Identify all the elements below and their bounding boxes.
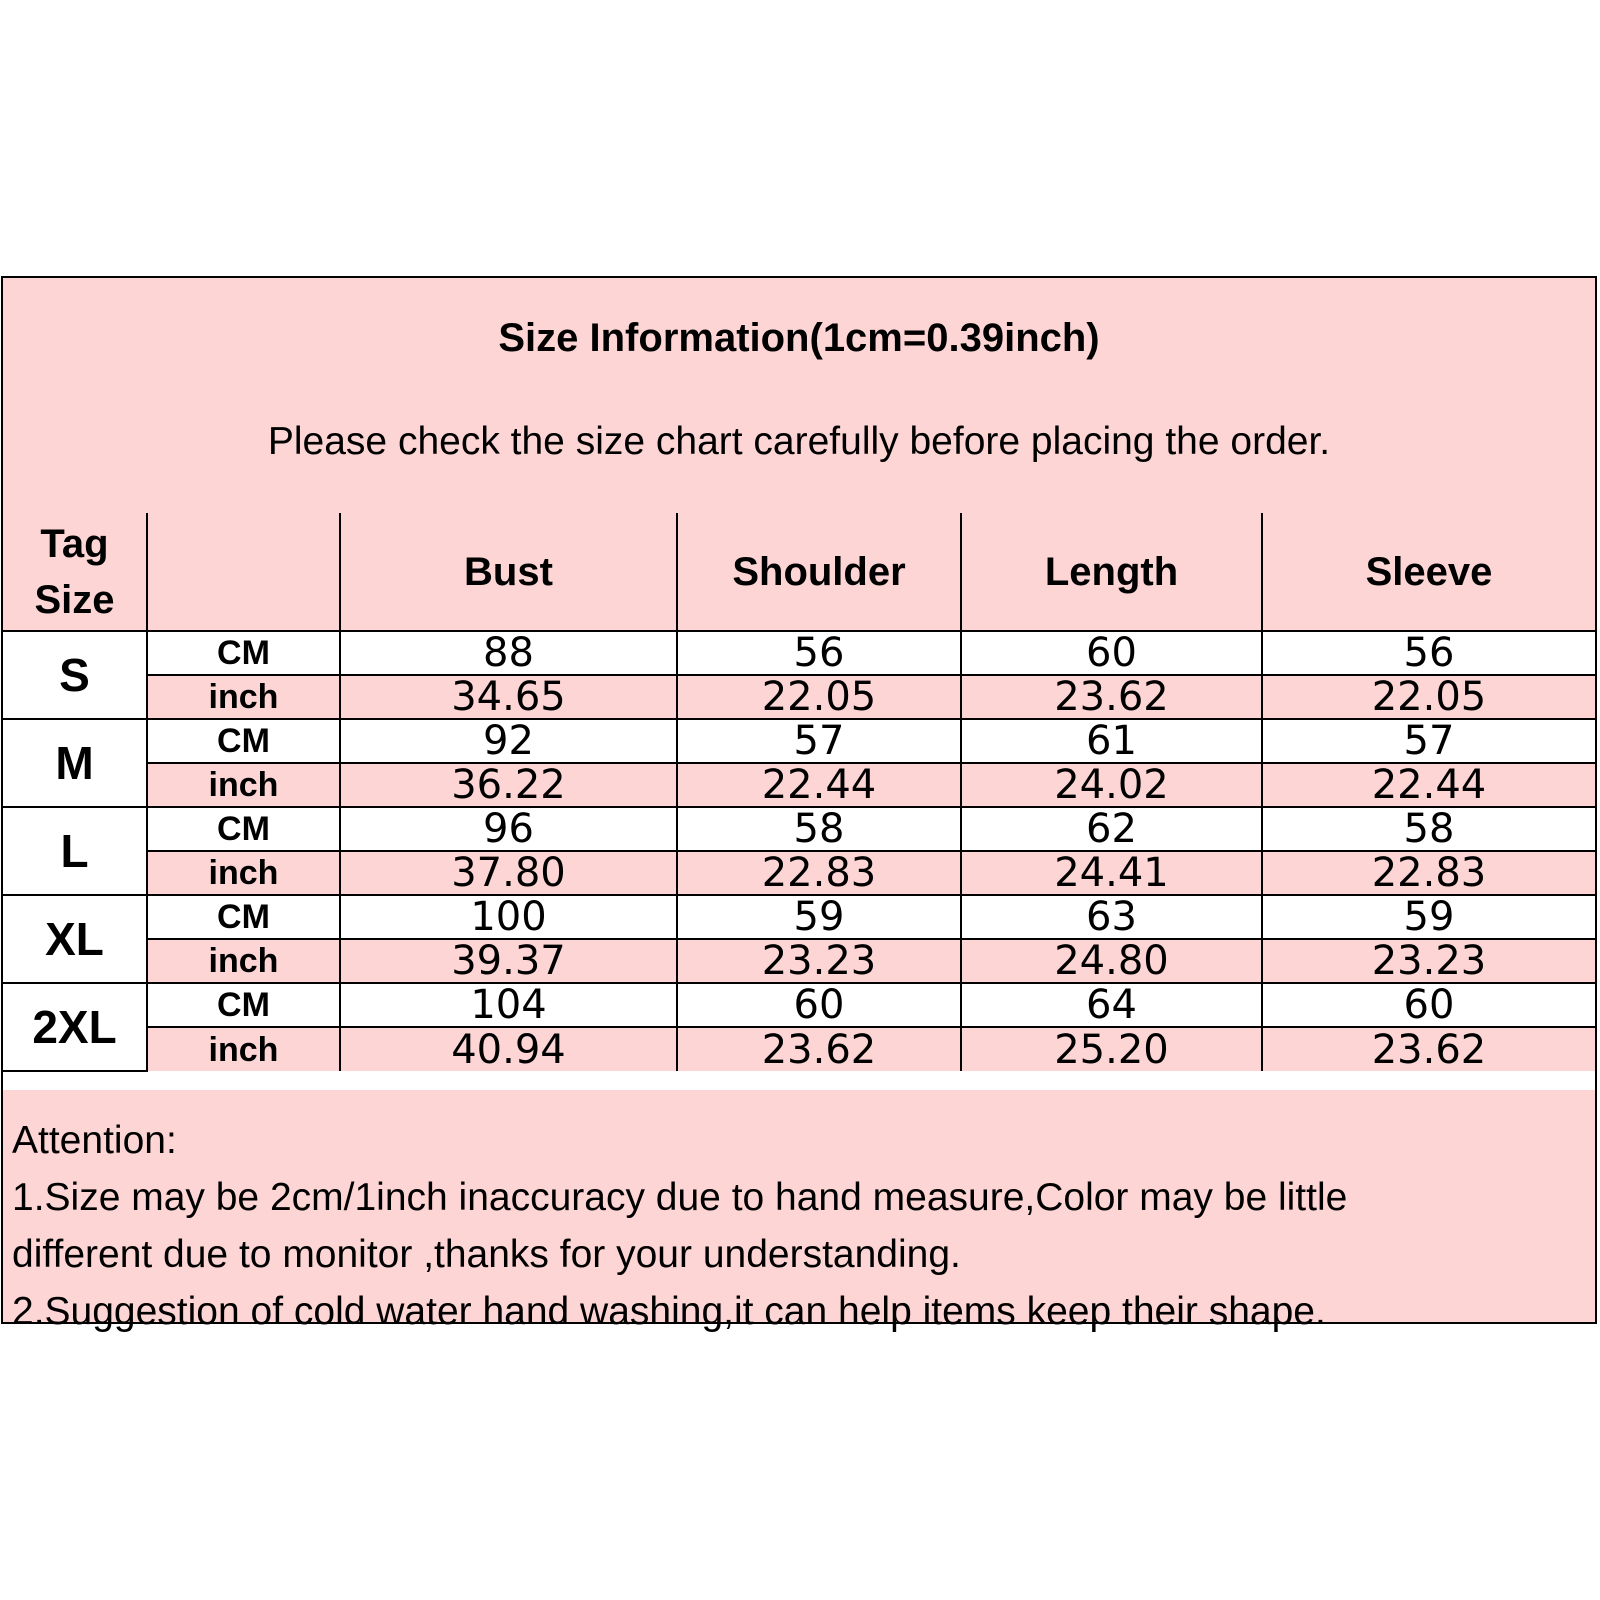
bust-inch-value: 40.94 [340,1027,677,1071]
sleeve-cm-value: 60 [1262,983,1595,1027]
column-header-shoulder: Shoulder [677,513,961,631]
attention-notes [3,1090,1595,1333]
sleeve-inch-value: 22.44 [1262,763,1595,807]
bust-cm-value: 96 [340,807,677,851]
sleeve-inch-value: 23.23 [1262,939,1595,983]
length-inch-value: 24.02 [961,763,1262,807]
shoulder-cm-value: 59 [677,895,961,939]
length-inch-value: 24.80 [961,939,1262,983]
table-row [3,719,1595,763]
column-header-sleeve: Sleeve [1262,513,1595,631]
attention-note-1: 1.Size may be 2cm/1inch inaccuracy due to hand measure,Color may be little [12,1176,1348,1219]
tag-size-header [3,513,147,631]
unit-inch-label: inch [147,763,340,807]
shoulder-inch-value: 22.83 [677,851,961,895]
shoulder-cm-value: 56 [677,631,961,675]
tag-label: Tag [40,521,109,566]
unit-cm-label: CM [147,895,340,939]
tag-size-cell: 2XL [3,983,147,1071]
table-row [3,939,1595,983]
bust-inch-value: 39.37 [340,939,677,983]
size-chart-header [3,278,1595,515]
length-cm-value: 60 [961,631,1262,675]
unit-cm-label: CM [147,983,340,1027]
shoulder-inch-value: 22.05 [677,675,961,719]
bust-inch-value: 37.80 [340,851,677,895]
table-row [3,1027,1595,1071]
table-row [3,631,1595,675]
table-header-row [3,513,1595,631]
attention-note-1-cont: different due to monitor ,thanks for your understanding. [12,1233,961,1276]
length-cm-value: 64 [961,983,1262,1027]
table-row [3,675,1595,719]
table-row [3,895,1595,939]
unit-cm-label: CM [147,719,340,763]
unit-cm-label: CM [147,807,340,851]
sleeve-cm-value: 59 [1262,895,1595,939]
sleeve-cm-value: 57 [1262,719,1595,763]
unit-inch-label: inch [147,1027,340,1071]
sleeve-inch-value: 22.83 [1262,851,1595,895]
shoulder-inch-value: 23.62 [677,1027,961,1071]
unit-cm-label: CM [147,631,340,675]
tag-size-cell: M [3,719,147,807]
tag-size-cell: S [3,631,147,719]
shoulder-cm-value: 57 [677,719,961,763]
length-inch-value: 25.20 [961,1027,1262,1071]
length-cm-value: 63 [961,895,1262,939]
sleeve-cm-value: 56 [1262,631,1595,675]
size-chart [1,276,1597,1333]
table-row [3,763,1595,807]
table-row [3,807,1595,851]
shoulder-inch-value: 22.44 [677,763,961,807]
unit-inch-label: inch [147,675,340,719]
size-table [3,513,1595,1072]
length-cm-value: 62 [961,807,1262,851]
bust-cm-value: 92 [340,719,677,763]
bust-cm-value: 104 [340,983,677,1027]
attention-note-2: 2.Suggestion of cold water hand washing,it can help items keep their shape. [12,1290,1326,1333]
table-row [3,851,1595,895]
attention-heading: Attention: [12,1119,177,1162]
sleeve-inch-value: 23.62 [1262,1027,1595,1071]
tag-size-cell: L [3,807,147,895]
bust-cm-value: 88 [340,631,677,675]
shoulder-inch-value: 23.23 [677,939,961,983]
column-header-bust: Bust [340,513,677,631]
size-label: Size [34,577,115,622]
unit-column-header [147,513,340,631]
column-header-length: Length [961,513,1262,631]
length-cm-value: 61 [961,719,1262,763]
sleeve-inch-value: 22.05 [1262,675,1595,719]
bust-inch-value: 36.22 [340,763,677,807]
bust-cm-value: 100 [340,895,677,939]
unit-inch-label: inch [147,851,340,895]
bust-inch-value: 34.65 [340,675,677,719]
shoulder-cm-value: 60 [677,983,961,1027]
chart-subtitle: Please check the size chart carefully before placing the order. [267,420,1331,463]
unit-inch-label: inch [147,939,340,983]
chart-title: Size Information(1cm=0.39inch) [498,316,1100,360]
shoulder-cm-value: 58 [677,807,961,851]
length-inch-value: 24.41 [961,851,1262,895]
tag-size-cell: XL [3,895,147,983]
sleeve-cm-value: 58 [1262,807,1595,851]
table-row [3,983,1595,1027]
length-inch-value: 23.62 [961,675,1262,719]
